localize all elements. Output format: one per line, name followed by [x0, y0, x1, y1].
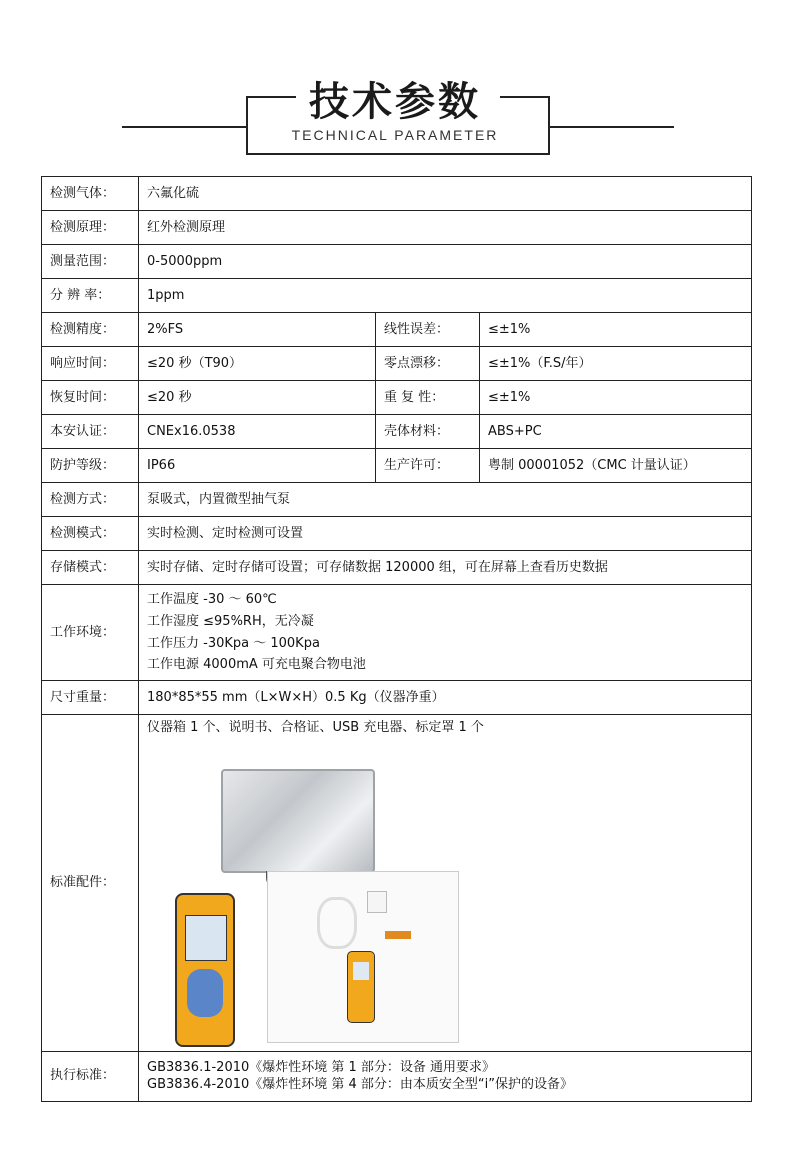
- range-value: 0-5000ppm: [139, 245, 752, 279]
- env-value: [139, 585, 752, 681]
- device-keypad: [187, 969, 223, 1017]
- method-label: 检测方式：: [42, 483, 139, 517]
- storage-value: 实时存储、定时存储可设置；可存储数据 120000 组，可在屏幕上查看历史数据: [139, 551, 752, 585]
- table-row: [42, 177, 752, 211]
- recovery-label: 恢复时间：: [42, 381, 139, 415]
- accessories-value: [139, 715, 752, 1052]
- table-row: [42, 483, 752, 517]
- calibration-cap-image: [385, 931, 411, 939]
- table-row: [42, 279, 752, 313]
- usb-charger-image: [367, 891, 387, 913]
- table-row: [42, 681, 752, 715]
- safety-value: CNEx16.0538: [139, 415, 376, 449]
- response-label: 响应时间：: [42, 347, 139, 381]
- license-value: 粤制 00001052（CMC 计量认证）: [480, 449, 752, 483]
- table-row: [42, 415, 752, 449]
- method-value: 泵吸式，内置微型抽气泵: [139, 483, 752, 517]
- standard-value: [139, 1051, 752, 1101]
- env-line: 工作湿度 ≤95%RH，无冷凝: [147, 613, 314, 629]
- shell-value: ABS+PC: [480, 415, 752, 449]
- detector-device-image: [175, 893, 235, 1047]
- protection-value: IP66: [139, 449, 376, 483]
- header-box-bottom: [246, 153, 550, 155]
- zero-drift-label: 零点漂移：: [376, 347, 480, 381]
- gas-label: 检测气体：: [42, 177, 139, 211]
- instrument-case-image: [221, 769, 375, 873]
- mode-value: 实时检测、定时检测可设置: [139, 517, 752, 551]
- size-label: 尺寸重量：: [42, 681, 139, 715]
- linearity-value: ≤±1%: [480, 313, 752, 347]
- safety-label: 本安认证：: [42, 415, 139, 449]
- section-header: [0, 0, 790, 175]
- env-label: 工作环境：: [42, 585, 139, 681]
- table-row: [42, 715, 752, 1052]
- spec-table: [41, 176, 752, 1102]
- page-subtitle: TECHNICAL PARAMETER: [291, 127, 499, 143]
- license-label: 生产许可：: [376, 449, 480, 483]
- mode-label: 检测模式：: [42, 517, 139, 551]
- zero-drift-value: ≤±1%（F.S/年）: [480, 347, 752, 381]
- resolution-value: 1ppm: [139, 279, 752, 313]
- table-row: [42, 1051, 752, 1101]
- response-value: ≤20 秒（T90）: [139, 347, 376, 381]
- env-line: 工作温度 -30 ～ 60℃: [147, 592, 277, 608]
- product-photo: [171, 761, 371, 1051]
- accessories-text: 仪器箱 1 个、说明书、合格证、USB 充电器、标定罩 1 个: [147, 720, 484, 735]
- usb-cable-image: [317, 897, 357, 949]
- table-row: [42, 245, 752, 279]
- table-row: [42, 211, 752, 245]
- standard-label: 执行标准：: [42, 1051, 139, 1101]
- table-row: [42, 381, 752, 415]
- principle-value: 红外检测原理: [139, 211, 752, 245]
- table-row: [42, 585, 752, 681]
- protection-label: 防护等级：: [42, 449, 139, 483]
- linearity-label: 线性误差：: [376, 313, 480, 347]
- repeatability-value: ≤±1%: [480, 381, 752, 415]
- standard-line: GB3836.1-2010《爆炸性环境 第 1 部分：设备 通用要求》: [147, 1059, 496, 1075]
- size-value: 180*85*55 mm（L×W×H）0.5 Kg（仪器净重）: [139, 681, 752, 715]
- env-line: 工作压力 -30Kpa ～ 100Kpa: [147, 635, 320, 651]
- recovery-value: ≤20 秒: [139, 381, 376, 415]
- table-row: [42, 551, 752, 585]
- table-row: [42, 313, 752, 347]
- table-row: [42, 449, 752, 483]
- shell-label: 壳体材料：: [376, 415, 480, 449]
- standard-line: GB3836.4-2010《爆炸性环境 第 4 部分：由本质安全型“i”保护的设备》: [147, 1077, 574, 1093]
- accuracy-label: 检测精度：: [42, 313, 139, 347]
- table-row: [42, 347, 752, 381]
- mini-device-screen: [353, 962, 369, 980]
- resolution-label: 分 辨 率：: [42, 279, 139, 313]
- accuracy-value: 2%FS: [139, 313, 376, 347]
- table-row: [42, 517, 752, 551]
- gas-value: 六氟化硫: [139, 177, 752, 211]
- page-title: 技术参数: [309, 79, 481, 125]
- principle-label: 检测原理：: [42, 211, 139, 245]
- device-screen: [185, 915, 227, 961]
- repeatability-label: 重 复 性：: [376, 381, 480, 415]
- accessories-label: 标准配件：: [42, 715, 139, 1052]
- manual-device-image: [347, 951, 375, 1023]
- storage-label: 存储模式：: [42, 551, 139, 585]
- env-line: 工作电源 4000mA 可充电聚合物电池: [147, 657, 366, 673]
- range-label: 测量范围：: [42, 245, 139, 279]
